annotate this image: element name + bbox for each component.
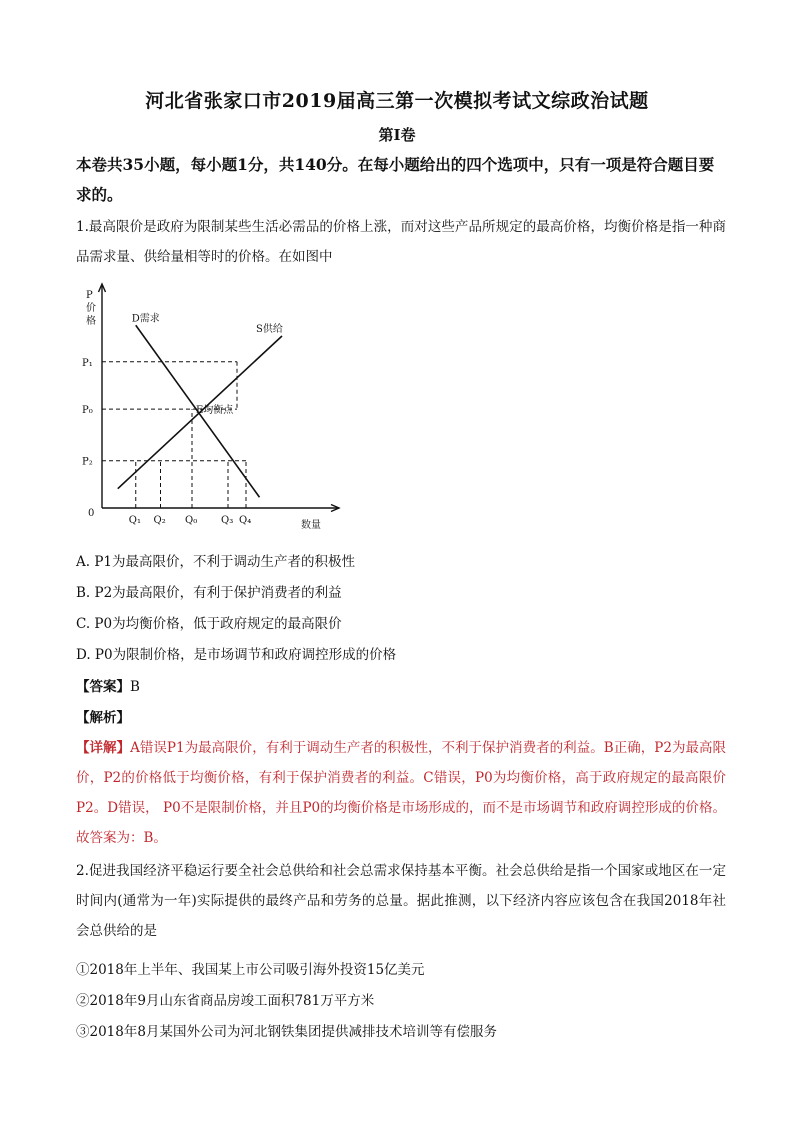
- x-axis-label: 数量: [301, 520, 321, 531]
- q1-option-d: D. P0为限制价格，是市场调节和政府调控形成的价格: [76, 647, 397, 663]
- q2-stem: 2.促进我国经济平稳运行要全社会总供给和社会总需求保持基本平衡。社会总供给是指一个国家或地区在一定时间内(通常为一年)实际提供的最终产品和劳务的总量。据此推测，以下经济内容应该包含在我国2018年社会总供给的是: [76, 863, 726, 939]
- detail-label: 【详解】: [76, 740, 131, 756]
- q2-item-3: ③2018年8月某国外公司为河北钢铁集团提供减排技术培训等有偿服务: [76, 1024, 497, 1040]
- supply-curve-label: S供给: [256, 324, 283, 335]
- x-tick-label: Q₀: [185, 515, 198, 526]
- q1-option-b: B. P2为最高限价，有利于保护消费者的利益: [76, 585, 342, 601]
- x-tick-label: Q₄: [239, 515, 252, 526]
- origin-label: 0: [88, 508, 95, 519]
- answer-value: B: [130, 679, 140, 695]
- q2-item-1: ①2018年上半年、我国某上市公司吸引海外投资15亿美元: [76, 962, 425, 978]
- page-title: 河北省张家口市2019届高三第一次模拟考试文综政治试题: [145, 90, 649, 112]
- detail-text: A错误P1为最高限价，有利于调动生产者的积极性，不利于保护消费者的利益。B正确，P2为最高限价，P2的价格低于均衡价格，有利于保护消费者的利益。C错误，P0为均衡价格，高于政府规定的最高限价P2。D错误， P0不是限制价格，并且P0的均衡价格是市场形成的，而不是市场调节和政府调控形成的价格。故答案为：B。: [76, 740, 727, 846]
- instructions: 本卷共35小题，每小题1分，共140分。在每小题给出的四个选项中，只有一项是符合题目要求的。: [76, 155, 715, 204]
- q1-answer: [76, 675, 140, 695]
- analysis-label: 【解析】: [76, 710, 130, 726]
- equilibrium-label: E均衡点: [196, 405, 234, 417]
- x-tick-label: Q₂: [153, 515, 166, 526]
- y-axis-label-char1: 价: [86, 303, 96, 314]
- answer-label: 【答案】: [76, 679, 130, 695]
- q1-option-c: C. P0为均衡价格，低于政府规定的最高限价: [76, 616, 342, 632]
- y-tick-label: P₀: [82, 405, 93, 417]
- y-axis-label-char2: 格: [86, 316, 96, 327]
- x-tick-label: Q₃: [221, 515, 234, 526]
- x-tick-label: Q₁: [128, 515, 141, 526]
- q1-detail: [76, 733, 726, 853]
- q2-item-2: ②2018年9月山东省商品房竣工面积781万平方米: [76, 993, 375, 1009]
- q1-option-a: A. P1为最高限价，不利于调动生产者的积极性: [76, 554, 356, 570]
- q1-stem: 1.最高限价是政府为限制某些生活必需品的价格上涨，而对这些产品所规定的最高价格，均衡价格是指一种商品需求量、供给量相等时的价格。在如图中: [76, 219, 726, 265]
- y-tick-label: P₂: [82, 456, 93, 468]
- demand-curve-label: D需求: [131, 313, 160, 325]
- y-axis-label: P: [86, 290, 93, 301]
- supply-demand-chart: [76, 278, 346, 533]
- y-tick-label: P₁: [82, 357, 93, 369]
- q1-analysis: [76, 706, 130, 726]
- section-title: 第Ⅰ卷: [378, 126, 416, 144]
